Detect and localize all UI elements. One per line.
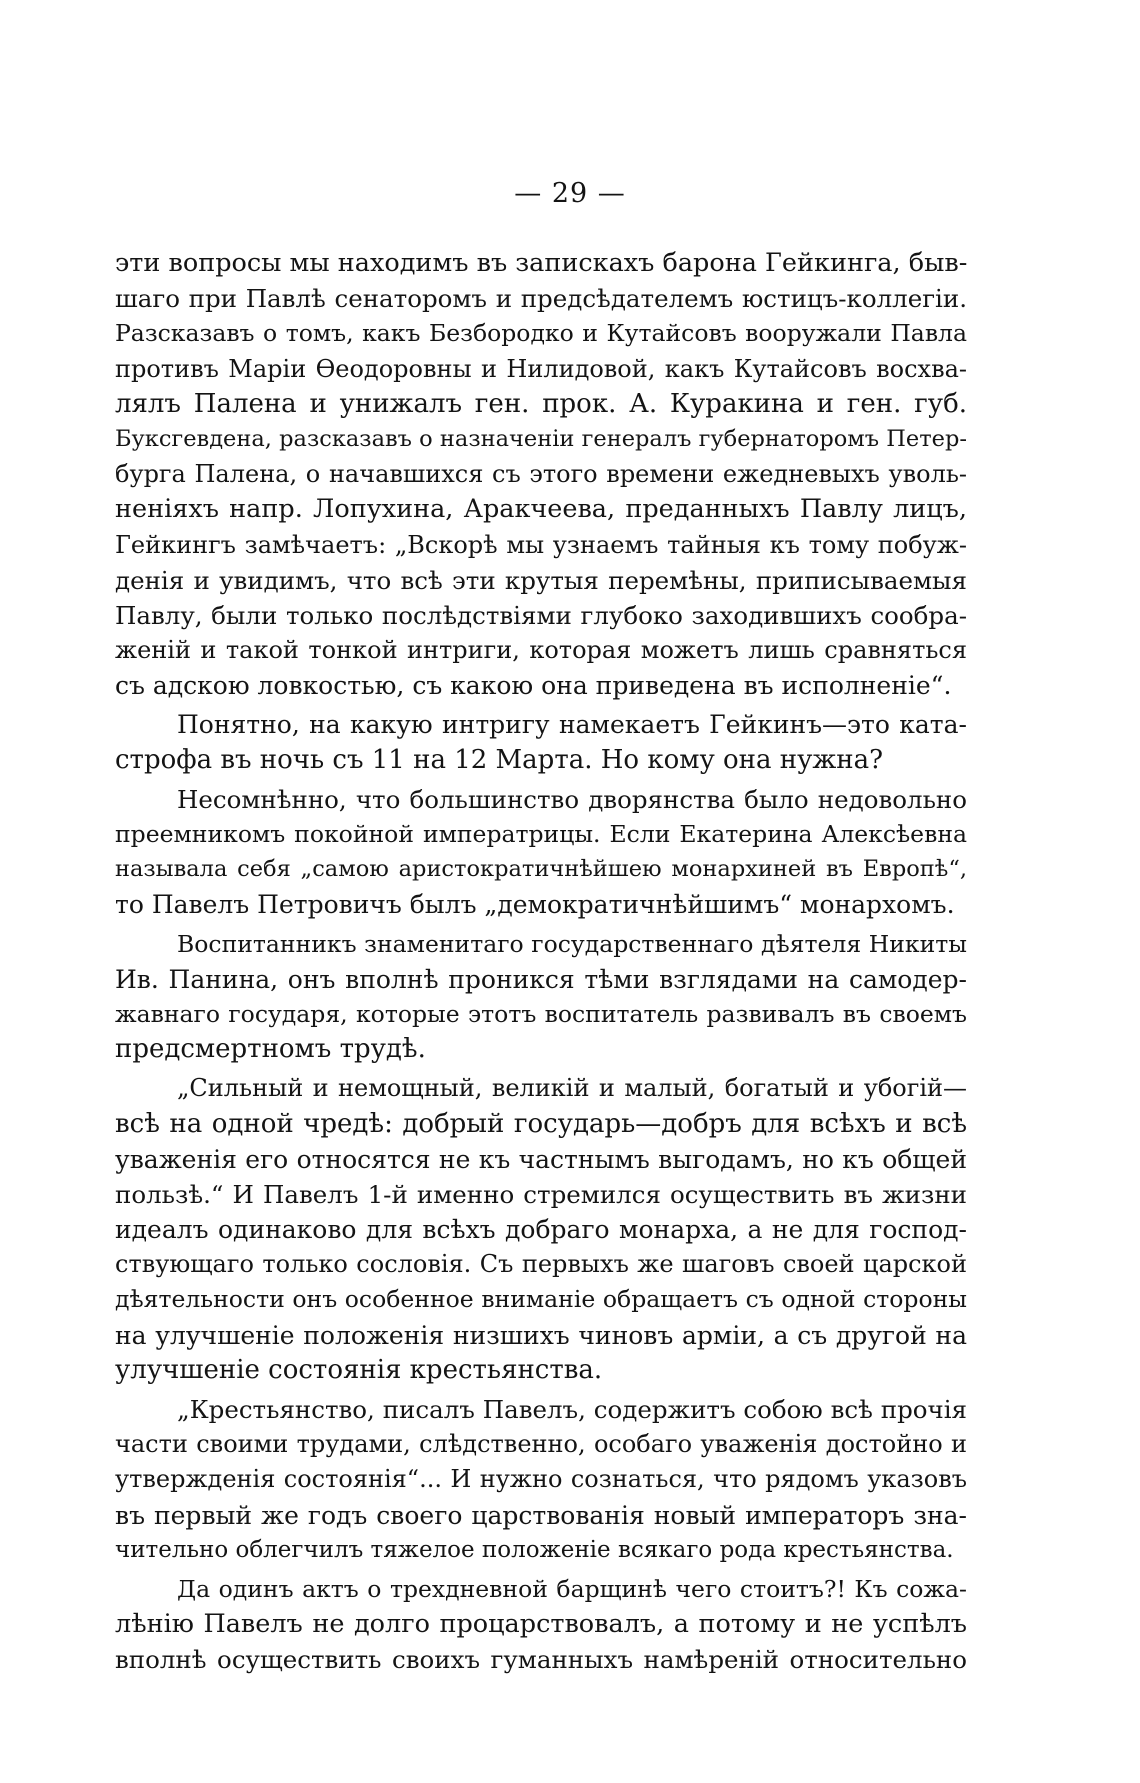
text-line: утвержденiя состоянiя“... И нужно сознаться, что рядомъ указовъ — [115, 1465, 967, 1494]
text-line: то Павелъ Петровичъ былъ „демократичнѣйшимъ“ монархомъ. — [115, 890, 955, 920]
text-line: бурга Палена, о начавшихся съ этого времени ежедневыхъ уволь- — [115, 460, 967, 489]
text-line: ствующаго только сословiя. Съ первыхъ же шаговъ своей царской — [115, 1250, 967, 1279]
text-line: идеалъ одинаково для всѣхъ добраго монарха, а не для господ- — [115, 1215, 967, 1245]
text-line: части своими трудами, слѣдственно, особаго уваженiя достойно и — [115, 1430, 967, 1459]
text-line: эти вопросы мы находимъ въ запискахъ барона Гейкинга, быв- — [115, 248, 968, 278]
text-line: уваженiя его относятся не къ частнымъ выгодамъ, но къ общей — [115, 1144, 967, 1174]
text-line: Воспитанникъ знаменитаго государственнаго дѣятеля Никиты — [177, 929, 967, 958]
text-line: преемникомъ покойной императрицы. Если Екатерина Алексѣевна — [115, 820, 967, 848]
text-line: жавнаго государя, которые этотъ воспитатель развивалъ въ своемъ — [115, 999, 967, 1028]
text-line: Разсказавъ о томъ, какъ Безбородко и Кутайсовъ вооружали Павла — [115, 319, 967, 348]
text-line: Гейкингъ замѣчаетъ: „Вскорѣ мы узнаемъ тайныя къ тому побуж- — [115, 530, 967, 559]
text-line: женiй и такой тонкой интриги, которая можетъ лишь сравняться — [115, 636, 967, 665]
text-line: пользѣ.“ И Павелъ 1-й именно стремился осуществить въ жизни — [115, 1179, 967, 1209]
text-line: Павлу, были только послѣдствiями глубоко заходившихъ сообра- — [115, 600, 967, 630]
text-line: улучшенiе состоянiя крестьянства. — [115, 1354, 603, 1385]
text-line: въ первый же годъ своего царствованiя новый императоръ зна- — [115, 1500, 967, 1530]
text-line: всѣ на одной чредѣ: добрый государь—добръ для всѣхъ и всѣ — [115, 1108, 967, 1139]
text-line: называла себя „самою аристократичнѣйшею монархиней въ Европѣ“, — [115, 856, 967, 883]
text-line: Ив. Панина, онъ вполнѣ проникся тѣми взглядами на самодер- — [115, 964, 967, 994]
text-line: ненiяхъ напр. Лопухина, Аракчеева, преданныхъ Павлу лицъ, — [115, 494, 967, 525]
text-line: Несомнѣнно, что большинство дворянства было недовольно — [177, 784, 967, 814]
text-line: Да одинъ актъ о трехдневной барщинѣ чего стоитъ?! Къ сожа- — [177, 1574, 967, 1603]
text-line: лѣнiю Павелъ не долго процарствовалъ, а потому и не успѣлъ — [115, 1609, 967, 1640]
text-line: „Крестьянство, писалъ Павелъ, содержитъ собою всѣ прочiя — [177, 1395, 967, 1424]
text-line: предсмертномъ трудѣ. — [115, 1034, 426, 1065]
text-line: на улучшенiе положенiя низшихъ чиновъ армiи, а съ другой на — [115, 1320, 967, 1350]
text-line: Буксгевдена, разсказавъ о назначенiи генералъ губернаторомъ Петер- — [115, 425, 967, 452]
text-line: денiя и увидимъ, что всѣ эти крутыя перемѣны, приписываемыя — [115, 565, 967, 595]
text-line: вполнѣ осуществить своихъ гуманныхъ намѣренiй относительно — [115, 1645, 967, 1675]
text-line: Понятно, на какую интригу намекаетъ Гейкинъ—это ката- — [177, 710, 967, 740]
body-text — [115, 246, 967, 1678]
page-number: — 29 — — [514, 178, 626, 209]
text-line: дѣятельности онъ особенное вниманiе обращаетъ съ одной стороны — [115, 1285, 967, 1314]
text-line: строфа въ ночь съ 11 на 12 Марта. Но кому она нужна? — [115, 744, 884, 775]
text-line: противъ Марiи Өеодоровны и Нилидовой, какъ Кутайсовъ восхва- — [115, 354, 967, 383]
text-line: „Сильный и немощный, великiй и малый, богатый и убогiй— — [177, 1074, 967, 1103]
text-line: чительно облегчилъ тяжелое положенiе всякаго рода крестьянства. — [115, 1536, 954, 1563]
text-line: лялъ Палена и унижалъ ген. прок. А. Куракина и ген. губ. — [115, 388, 967, 419]
text-line: съ адскою ловкостью, съ какою она приведена въ исполненiе“. — [115, 671, 952, 701]
text-line: шаго при Павлѣ сенаторомъ и предсѣдателемъ юстицъ-коллегiи. — [115, 284, 967, 314]
